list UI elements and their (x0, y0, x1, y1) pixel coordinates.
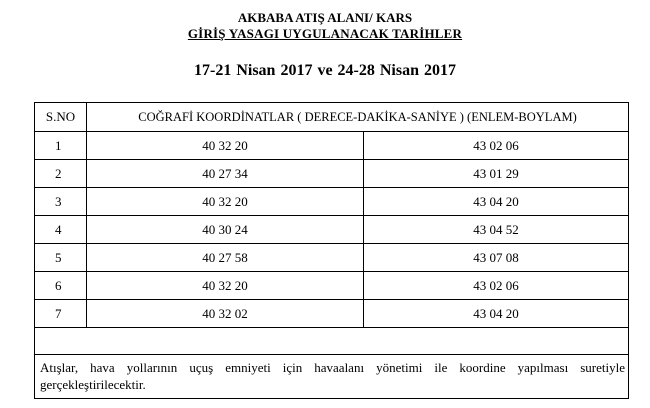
note-row (35, 355, 629, 399)
row-sno: 6 (35, 272, 87, 300)
table-row (35, 244, 629, 272)
document-subtitle: GİRİŞ YASAGI UYGULANACAK TARİHLER (187, 26, 463, 41)
empty-cell (35, 328, 629, 355)
table-header-row (35, 103, 629, 132)
row-longitude: 43 04 20 (364, 188, 629, 216)
row-latitude: 40 32 20 (87, 132, 364, 160)
row-sno: 5 (35, 244, 87, 272)
table-row (35, 132, 629, 160)
table-row (35, 188, 629, 216)
table-row (35, 300, 629, 328)
row-sno: 7 (35, 300, 87, 328)
table-row (35, 272, 629, 300)
empty-row (35, 328, 629, 355)
row-latitude: 40 32 20 (87, 272, 364, 300)
row-longitude: 43 07 08 (364, 244, 629, 272)
row-latitude: 40 30 24 (87, 216, 364, 244)
row-longitude: 43 01 29 (364, 160, 629, 188)
row-longitude: 43 02 06 (364, 272, 629, 300)
document-title: AKBABA ATIŞ ALANI/ KARS (237, 10, 413, 25)
column-header-sno: S.NO (35, 103, 87, 132)
row-latitude: 40 32 02 (87, 300, 364, 328)
row-longitude: 43 02 06 (364, 132, 629, 160)
row-latitude: 40 32 20 (87, 188, 364, 216)
table-row (35, 216, 629, 244)
row-sno: 4 (35, 216, 87, 244)
column-header-coordinates: COĞRAFİ KOORDİNATLAR ( DERECE-DAKİKA-SANİYE ) (ENLEM-BOYLAM) (87, 103, 629, 132)
row-sno: 2 (35, 160, 87, 188)
date-range: 17-21 Nisan 2017 ve 24-28 Nisan 2017 (193, 62, 456, 79)
coordinates-table (34, 102, 629, 399)
row-longitude: 43 04 52 (364, 216, 629, 244)
row-sno: 1 (35, 132, 87, 160)
table-row (35, 160, 629, 188)
row-latitude: 40 27 34 (87, 160, 364, 188)
row-sno: 3 (35, 188, 87, 216)
note-text: Atışlar, hava yollarının uçuş emniyeti için havaalanı yönetimi ile koordine yapılması suretiyle gerçekleştirilecektir. (35, 355, 629, 399)
row-latitude: 40 27 58 (87, 244, 364, 272)
row-longitude: 43 04 20 (364, 300, 629, 328)
